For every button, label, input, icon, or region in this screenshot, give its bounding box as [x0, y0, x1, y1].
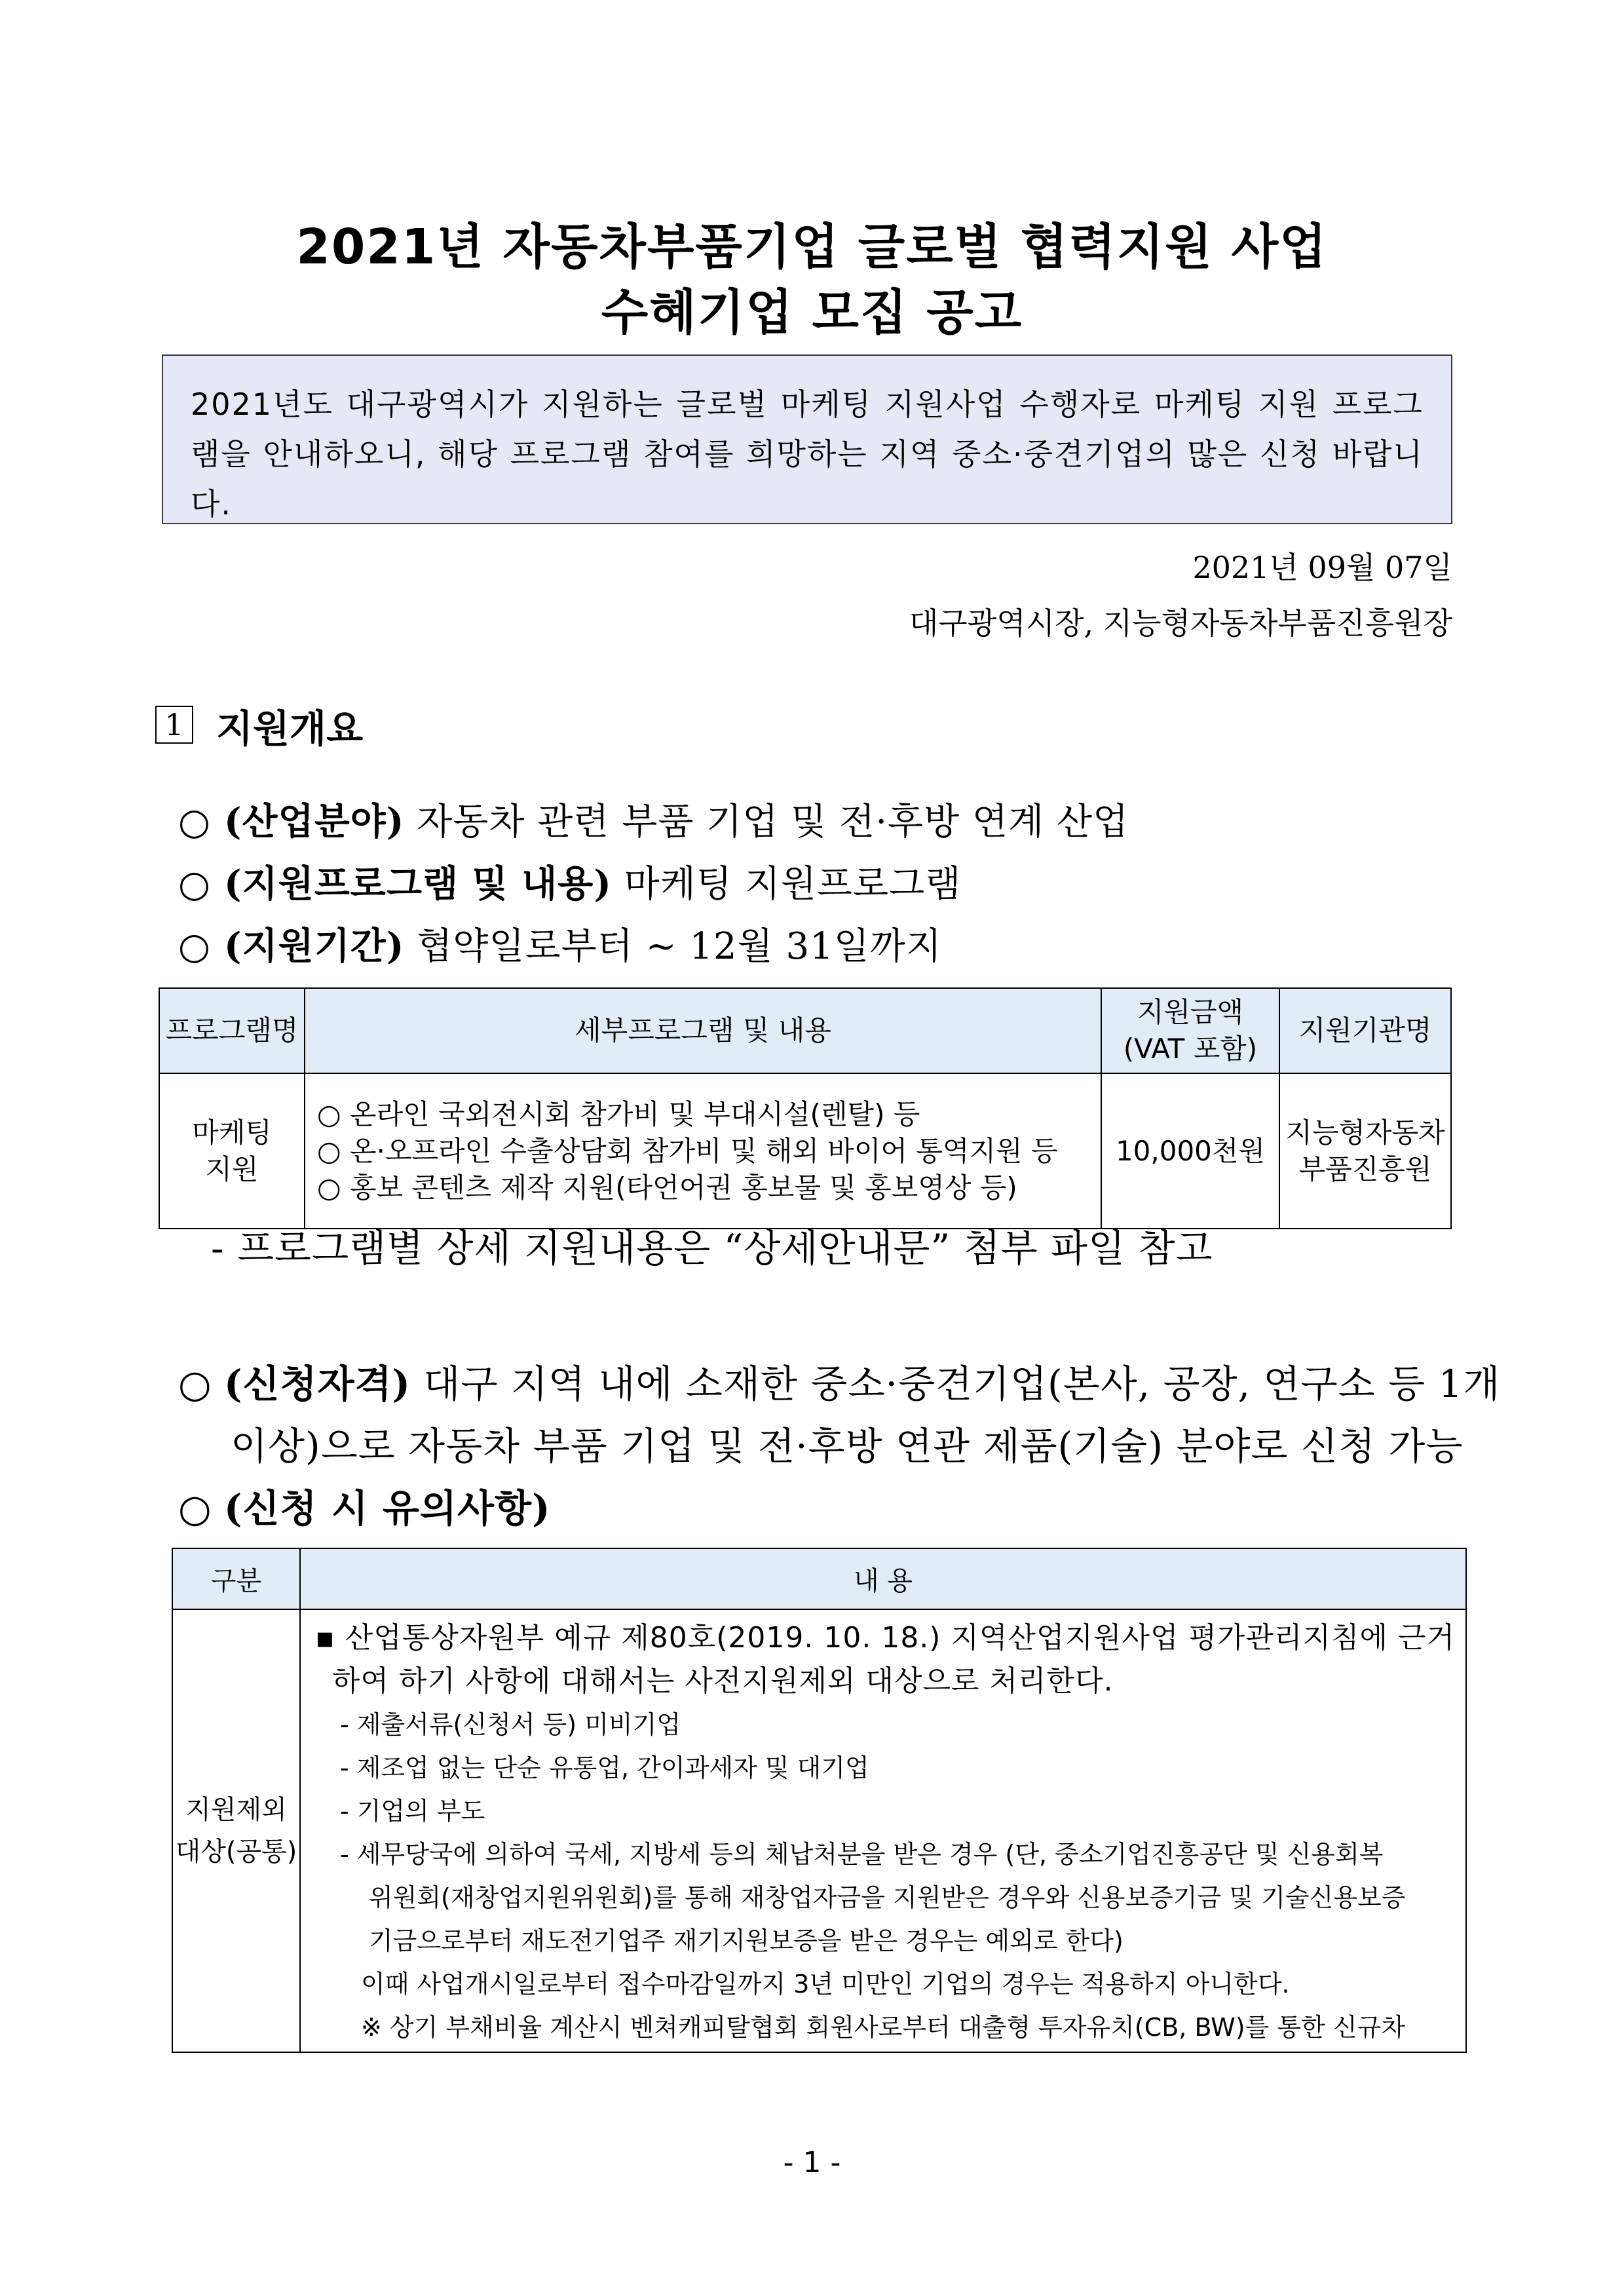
content-main-line1: ▪ 산업통상자원부 예규 제80호(2019. 10. 18.) 지역산업지원사업 평가관리지침에 근거 [314, 1621, 1455, 1655]
extra-line: 이때 사업개시일로부터 접수마감일까지 3년 미만인 기업의 경우는 적용하지 아니한다. [360, 1970, 1290, 1999]
bullet-marker: ○ [178, 925, 211, 968]
bullet-period [178, 917, 942, 970]
agency-line2: 부품진흥원 [1298, 1153, 1432, 1185]
bullet-industry [178, 793, 1129, 845]
list-item-continuation: 기금으로부터 재도전기업주 재기지원보증을 받은 경우는 예외로 한다) [368, 1926, 1124, 1955]
header-amount-line1: 지원금액 [1137, 996, 1244, 1028]
category-cell [172, 1609, 300, 2052]
caution-table-header-row [172, 1548, 1466, 1609]
bullet-text: 마케팅 지원프로그램 [611, 863, 962, 906]
list-item: - 세무당국에 의하여 국세, 지방세 등의 체납처분을 받은 경우 (단, 중소기업진흥공단 및 신용회복 [339, 1840, 1384, 1869]
header-program-name: 프로그램명 [159, 988, 305, 1073]
bullet-marker: ○ [178, 1362, 212, 1406]
header-category: 구분 [172, 1548, 300, 1609]
list-item-continuation: 위원회(재창업지원위원회)를 통해 재창업자금을 지원받은 경우와 신용보증기금 및 기술신용보증 [368, 1883, 1406, 1912]
bullet-marker: ○ [178, 801, 211, 843]
bullet-text: 협약일로부터 ~ 12월 31일까지 [404, 925, 942, 968]
program-table [159, 987, 1452, 1229]
program-detail-item: ○ 홍보 콘텐츠 제작 지원(타언어권 홍보물 및 홍보영상 등) [317, 1171, 1017, 1204]
table-row [159, 1073, 1451, 1229]
bullet-program [178, 855, 961, 908]
program-agency-cell [1279, 1073, 1451, 1229]
bullet-text: 자동차 관련 부품 기업 및 전·후방 연계 산업 [404, 801, 1129, 843]
header-amount-line2: (VAT 포함) [1123, 1033, 1258, 1065]
program-name-cell [159, 1073, 305, 1229]
bullet-marker: ○ [178, 863, 211, 906]
category-line2: 대상(공통) [175, 1837, 297, 1867]
bullet-marker: ○ [178, 1486, 212, 1531]
program-name-line1: 마케팅 [192, 1116, 272, 1149]
document-title-line1: 2021년 자동차부품기업 글로벌 협력지원 사업 [296, 219, 1328, 275]
bullet-label: (산업분야) [224, 800, 405, 843]
list-item: - 제출서류(신청서 등) 미비기업 [339, 1710, 681, 1739]
section-number-box: 1 [155, 706, 193, 744]
program-table-header-row [159, 988, 1451, 1073]
bullet-eligibility [178, 1353, 1500, 1408]
category-line1: 지원제외 [185, 1795, 287, 1825]
document-title-line2: 수혜기업 모집 공고 [601, 284, 1023, 341]
bullet-label: (신청 시 유의사항) [224, 1486, 551, 1531]
content-main-line2: 하여 하기 사항에 대해서는 사전지원제외 대상으로 처리한다. [331, 1664, 1114, 1698]
program-detail-item: ○ 온라인 국외전시회 참가비 및 부대시설(렌탈) 등 [317, 1098, 920, 1130]
issuer: 대구광역시장, 지능형자동차부품진흥원장 [909, 605, 1452, 641]
header-amount [1101, 988, 1279, 1073]
notice-text: 2021년도 대구광역시가 지원하는 글로벌 마케팅 지원사업 수행자로 마케팅 지원 프로그램을 안내하오니, 해당 프로그램 참여를 희망하는 지역 중소·중견기업의 많은 신청 바랍니다. [191, 387, 1424, 522]
section-title: 지원개요 [216, 706, 364, 751]
agency-line1: 지능형자동차 [1285, 1116, 1445, 1149]
bullet-label: (지원기간) [224, 925, 405, 968]
caution-table [172, 1548, 1467, 2053]
content-cell [300, 1609, 1466, 2052]
bullet-label: (지원프로그램 및 내용) [224, 862, 612, 906]
program-name-line2: 지원 [205, 1153, 259, 1185]
issue-date: 2021년 09월 07일 [1192, 550, 1452, 585]
header-agency: 지원기관명 [1279, 988, 1451, 1073]
eligibility-continuation: 이상)으로 자동차 부품 기업 및 전·후방 연관 제품(기술) 분야로 신청 가능 [231, 1424, 1463, 1468]
list-item: - 기업의 부도 [339, 1797, 485, 1826]
program-detail-cell [305, 1073, 1101, 1229]
header-content: 내 용 [300, 1548, 1466, 1609]
header-program-detail: 세부프로그램 및 내용 [305, 988, 1101, 1073]
table-note: - 프로그램별 상세 지원내용은 “상세안내문” 첨부 파일 참고 [211, 1226, 1213, 1271]
program-detail-item: ○ 온·오프라인 수출상담회 참가비 및 해외 바이어 통역지원 등 [317, 1134, 1058, 1167]
bullet-label: (신청자격) [224, 1362, 411, 1406]
notice-box [162, 354, 1452, 524]
bullet-caution [178, 1478, 550, 1533]
extra-line: ※ 상기 부채비율 계산시 벤쳐캐피탈협회 회원사로부터 대출형 투자유치(CB, BW)를 통한 신규차 [360, 2013, 1405, 2042]
program-amount-cell: 10,000천원 [1101, 1073, 1279, 1229]
table-row [172, 1609, 1466, 2052]
page-number: - 1 - [783, 2146, 841, 2179]
bullet-text: 대구 지역 내에 소재한 중소·중견기업(본사, 공장, 연구소 등 1개 [411, 1362, 1501, 1406]
list-item: - 제조업 없는 단순 유통업, 간이과세자 및 대기업 [339, 1753, 869, 1782]
